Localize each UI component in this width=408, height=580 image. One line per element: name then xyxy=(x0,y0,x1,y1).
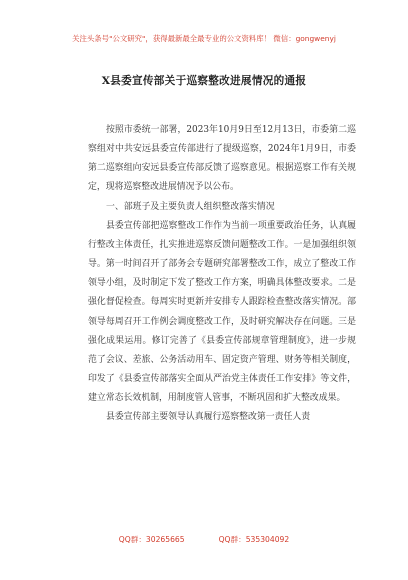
document-title: X县委宣传部关于巡察整改进展情况的通报 xyxy=(101,75,307,87)
paragraph-intro: 按照市委统一部署，2023年10月9日至12月13日，市委第二巡察组对中共安远县委宣传部进行了提级巡察，2024年1月9日，市委第二巡察组向安远县委宣传部反馈了巡察意见。根据巡察工作有关规定，现将巡察整改进展情况予以公布。 xyxy=(88,125,356,193)
document-body xyxy=(88,121,356,428)
header-promo-note: 关注头条号"公文研究"，获得最新最全最专业的公文资料库！ 微信：gongwenyj xyxy=(72,34,336,43)
section-heading-1: 一、部班子及主要负责人组织整改落实情况 xyxy=(106,201,275,212)
footer-qq-group-1: QQ群：30265665 xyxy=(118,535,185,544)
paragraph-rectification: 县委宣传部把巡察整改工作作为当前一项重要政治任务，认真履行整改主体责任，扎实推进巡察反馈问题整改工作。一是加强组织领导。第一时间召开了部务会专题研究部署整改工作，成立了整改工作领导小组，及时制定下发了整改工作方案，明确具体整改要求。二是强化督促检查。每周实时更新并安排专人跟踪检查整改落实情况。部领导每周召开工作例会调度整改工作，及时研究解决存在问题。三是强化成果运用。修订完善了《县委宣传部规章管理制度》，进一步规范了会议、差旅、公务活动用车、固定资产管理、财务等相关制度，印发了《县委宣传部落实全面从严治党主体责任工作安排》等文件，建立常态长效机制，用制度管人管事，不断巩固和扩大整改成果。 xyxy=(88,220,356,404)
paragraph-leadership: 县委宣传部主要领导认真履行巡察整改第一责任人责 xyxy=(106,412,311,423)
footer-qq-group-2: QQ群：535304092 xyxy=(218,535,290,544)
footer-qq-groups xyxy=(0,534,408,545)
